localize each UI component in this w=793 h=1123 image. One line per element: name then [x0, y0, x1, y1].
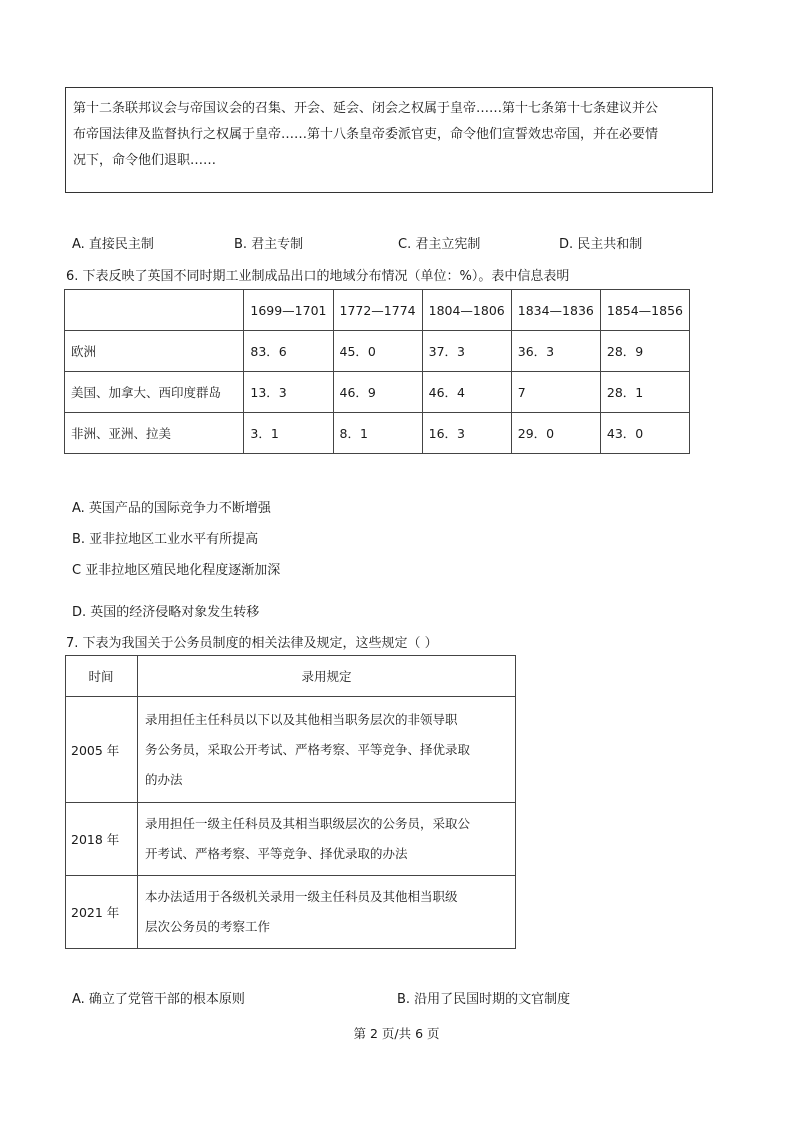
table-row	[65, 331, 690, 372]
table-cell: 46．4	[422, 372, 511, 413]
quote-line: 况下，命令他们退职……	[73, 153, 217, 168]
table-cell: 2018 年	[66, 803, 138, 876]
q7-option-b[interactable]: B. 沿用了民国时期的文官制度	[397, 992, 571, 1007]
table-row	[65, 372, 690, 413]
q6-stem: 6. 下表反映了英国不同时期工业制成品出口的地域分布情况（单位：%）。表中信息表明	[66, 269, 570, 284]
table-cell: 欧洲	[65, 331, 244, 372]
quote-line: 第十二条联邦议会与帝国议会的召集、开会、延会、闭会之权属于皇帝……第十七条第十七条建议并公	[73, 101, 659, 116]
q5-option-d[interactable]: D. 民主共和制	[559, 237, 643, 252]
table-row	[65, 413, 690, 454]
table-cell: 28．9	[600, 331, 689, 372]
table-cell	[138, 876, 516, 949]
table-cell: 7	[511, 372, 600, 413]
table-cell: 2021 年	[66, 876, 138, 949]
table-cell: 43．0	[600, 413, 689, 454]
table-cell: 16．3	[422, 413, 511, 454]
table-cell	[138, 697, 516, 803]
table-cell: 36．3	[511, 331, 600, 372]
q6-option-b[interactable]: B. 亚非拉地区工业水平有所提高	[72, 532, 259, 547]
page-footer: 第 2 页/共 6 页	[353, 1026, 440, 1041]
q6-table	[64, 289, 690, 454]
table-cell: 2005 年	[66, 697, 138, 803]
cell-line: 本办法适用于各级机关录用一级主任科员及其他相当职级	[145, 889, 458, 904]
table-header: 录用规定	[138, 656, 516, 697]
q6-option-d[interactable]: D. 英国的经济侵略对象发生转移	[72, 605, 260, 620]
table-cell: 8．1	[333, 413, 422, 454]
q7-stem: 7. 下表为我国关于公务员制度的相关法律及规定，这些规定（ ）	[66, 636, 438, 651]
table-cell: 46．9	[333, 372, 422, 413]
table-cell: 29．0	[511, 413, 600, 454]
table-header: 1854—1856	[600, 290, 689, 331]
table-header-row	[66, 656, 516, 697]
cell-line: 层次公务员的考察工作	[145, 919, 271, 934]
q6-option-a[interactable]: A. 英国产品的国际竞争力不断增强	[72, 501, 271, 516]
table-row	[66, 803, 516, 876]
table-row	[66, 697, 516, 803]
cell-line: 录用担任一级主任科员及其相当职级层次的公务员，采取公	[145, 816, 471, 831]
table-header: 1699—1701	[244, 290, 333, 331]
q5-option-c[interactable]: C. 君主立宪制	[398, 237, 481, 252]
table-header-row	[65, 290, 690, 331]
table-cell: 3．1	[244, 413, 333, 454]
table-cell	[138, 803, 516, 876]
table-row	[66, 876, 516, 949]
q7-option-a[interactable]: A. 确立了党管干部的根本原则	[72, 992, 245, 1007]
quote-box	[65, 87, 713, 193]
cell-line: 录用担任主任科员以下以及其他相当职务层次的非领导职	[145, 711, 458, 727]
table-cell	[65, 290, 244, 331]
table-cell: 83．6	[244, 331, 333, 372]
table-header: 时间	[66, 656, 138, 697]
cell-line: 务公务员，采取公开考试、严格考察、平等竞争、择优录取	[145, 741, 471, 757]
table-header: 1834—1836	[511, 290, 600, 331]
q6-option-c[interactable]: C 亚非拉地区殖民地化程度逐渐加深	[72, 563, 281, 578]
q5-option-b[interactable]: B. 君主专制	[234, 237, 304, 252]
cell-line: 的办法	[145, 771, 183, 787]
quote-line: 布帝国法律及监督执行之权属于皇帝……第十八条皇帝委派官吏，命令他们宣誓效忠帝国，并在必要情	[73, 127, 659, 142]
table-header: 1804—1806	[422, 290, 511, 331]
table-cell: 28．1	[600, 372, 689, 413]
q7-table	[65, 655, 516, 949]
cell-line: 开考试、严格考察、平等竞争、择优录取的办法	[145, 846, 408, 861]
table-cell: 45．0	[333, 331, 422, 372]
table-header: 1772—1774	[333, 290, 422, 331]
table-cell: 37．3	[422, 331, 511, 372]
table-cell: 非洲、亚洲、拉美	[65, 413, 244, 454]
table-cell: 美国、加拿大、西印度群岛	[65, 372, 244, 413]
table-cell: 13．3	[244, 372, 333, 413]
q5-option-a[interactable]: A. 直接民主制	[72, 237, 154, 252]
